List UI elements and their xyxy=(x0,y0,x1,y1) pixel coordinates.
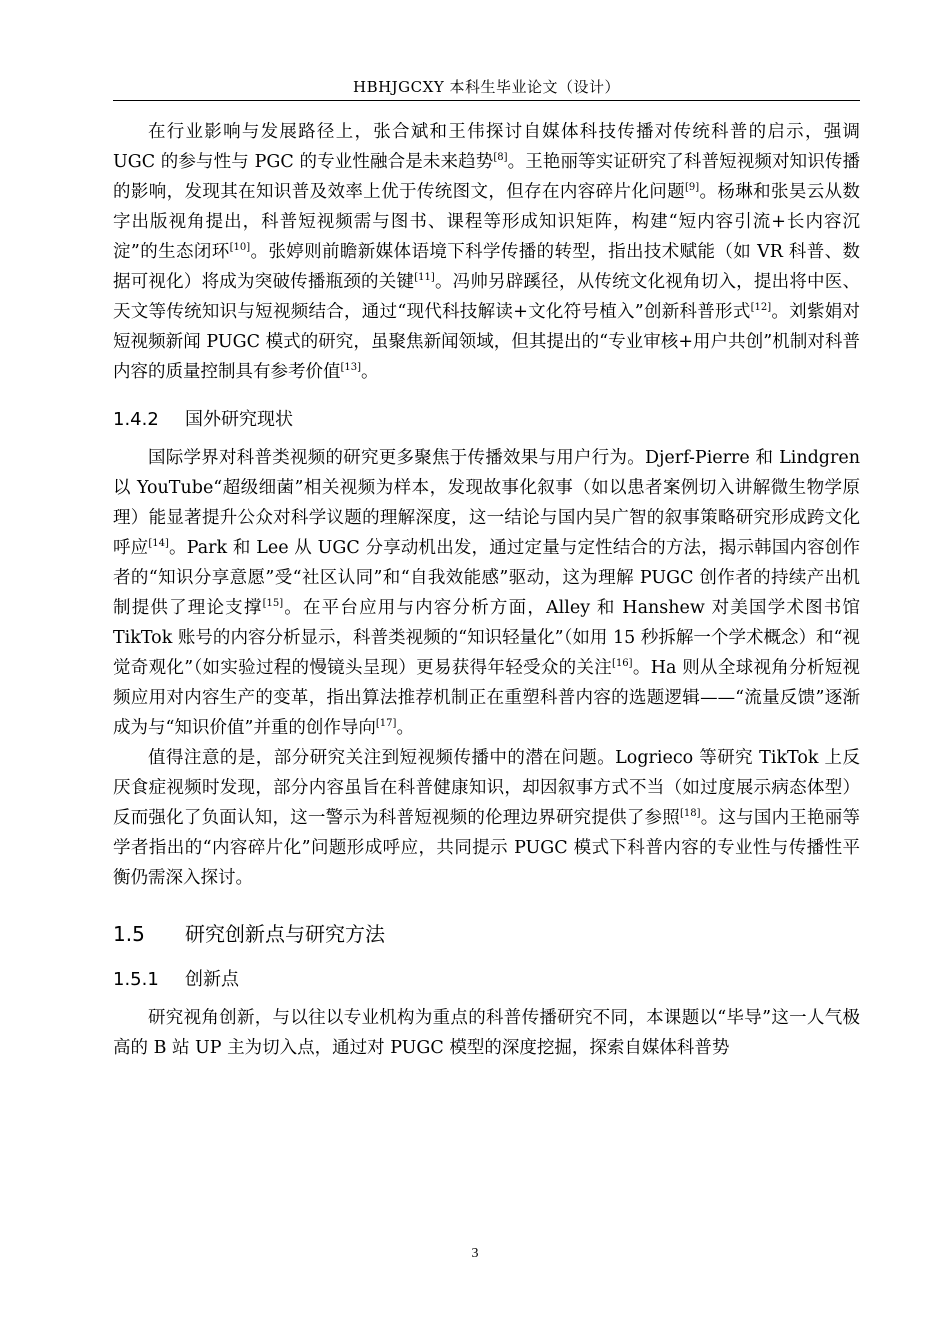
text-run: 。 xyxy=(361,362,379,382)
paragraph xyxy=(113,443,860,743)
section-heading-1-5-1 xyxy=(113,965,860,995)
paragraph xyxy=(113,1003,860,1063)
text-run: 。杨琳和张昊云从数字出版视角提出，科普短视频需与图书、课程等形成知识矩阵，构建“短内容引流+长内容沉淀”的生态闭环 xyxy=(113,182,861,262)
section-heading-1-5 xyxy=(113,919,860,949)
page-number: 3 xyxy=(471,1246,479,1261)
citation-ref: [16] xyxy=(612,658,633,670)
citation-ref: [9] xyxy=(684,182,700,194)
text-run: 。 xyxy=(396,718,414,738)
citation-ref: [12] xyxy=(750,302,772,314)
citation-ref: [10] xyxy=(229,242,251,254)
text-run: 值得注意的是，部分研究关注到短视频传播中的潜在问题。Logrieco 等研究 TikTok 上反厌食症视频时发现，部分内容虽旨在科普健康知识，却因叙事方式不当（如过度展示病态体型）反而强化了负面认知，这一警示为科普短视频的伦理边界研究提供了参照 xyxy=(113,748,860,828)
text-run: 在行业影响与发展路径上，张合斌和王伟探讨自媒体科技传播对传统科普的启示，强调 UGC 的参与性与 PGC 的专业性融合是未来趋势 xyxy=(113,122,860,172)
citation-ref: [11] xyxy=(414,272,435,284)
heading-number: 1.5.1 xyxy=(113,969,159,990)
text-run: 研究视角创新，与以往以专业机构为重点的科普传播研究不同，本课题以“毕导”这一人气极高的 B 站 UP 主为切入点，通过对 PUGC 模型的深度挖掘，探索自媒体科普势 xyxy=(113,1008,860,1058)
text-run: 。冯帅另辟蹊径，从传统文化视角切入，提出将中医、天文等传统知识与短视频结合，通过“现代科技解读+文化符号植入”创新科普形式 xyxy=(113,272,860,322)
text-run: 。在平台应用与内容分析方面，Alley 和 Hanshew 对美国学术图书馆 TikTok 账号的内容分析显示，科普类视频的“知识轻量化”（如用 15 秒拆解一个学术概念）和“视觉奇观化”（如实验过程的慢镜头呈现）更易获得年轻受众的关注 xyxy=(113,598,860,678)
page-body xyxy=(113,117,860,1063)
page-header: HBHJGCXY 本科生毕业论文（设计） xyxy=(352,78,620,96)
paragraph xyxy=(113,743,860,893)
heading-number: 1.5 xyxy=(113,922,145,946)
text-run: 。Park 和 Lee 从 UGC 分享动机出发，通过定量与定性结合的方法，揭示韩国内容创作者的“知识分享意愿”受“社区认同”和“自我效能感”驱动，这为理解 PUGC 创作者的持续产出机制提供了理论支撑 xyxy=(113,538,861,618)
heading-text: 创新点 xyxy=(185,969,239,990)
heading-text: 研究创新点与研究方法 xyxy=(185,922,385,946)
section-heading-1-4-2 xyxy=(113,405,860,435)
text-run: 。这与国内王艳丽等学者指出的“内容碎片化”问题形成呼应，共同提示 PUGC 模式下科普内容的专业性与传播性平衡仍需深入探讨。 xyxy=(113,808,860,888)
heading-number: 1.4.2 xyxy=(113,409,159,430)
text-run: 。刘紫娟对短视频新闻 PUGC 模式的研究，虽聚焦新闻领域，但其提出的“专业审核+用户共创”机制对科普内容的质量控制具有参考价值 xyxy=(113,302,860,382)
text-run: 国际学界对科普类视频的研究更多聚焦于传播效果与用户行为。Djerf-Pierre 和 Lindgren 以 YouTube“超级细菌”相关视频为样本，发现故事化叙事（如以患者案例切入讲解微生物学原理）能显著提升公众对科学议题的理解深度，这一结论与国内吴广智的叙事策略研究形成跨文化呼应 xyxy=(113,448,860,558)
header-rule xyxy=(113,100,860,101)
text-run: 。Ha 则从全球视角分析短视频应用对内容生产的变革，指出算法推荐机制正在重塑科普内容的选题逻辑——“流量反馈”逐渐成为与“知识价值”并重的创作导向 xyxy=(113,658,860,738)
heading-text: 国外研究现状 xyxy=(185,409,293,430)
citation-ref: [15] xyxy=(262,598,284,610)
citation-ref: [14] xyxy=(148,538,169,550)
text-run: 。王艳丽等实证研究了科普短视频对知识传播的影响，发现其在知识普及效率上优于传统图文，但存在内容碎片化问题 xyxy=(113,152,860,202)
citation-ref: [13] xyxy=(340,362,362,374)
text-run: 。张婷则前瞻新媒体语境下科学传播的转型，指出技术赋能（如 VR 科普、数据可视化）将成为突破传播瓶颈的关键 xyxy=(113,242,860,292)
citation-ref: [17] xyxy=(375,718,397,730)
citation-ref: [8] xyxy=(493,152,508,164)
paragraph xyxy=(113,117,860,387)
citation-ref: [18] xyxy=(680,808,701,820)
